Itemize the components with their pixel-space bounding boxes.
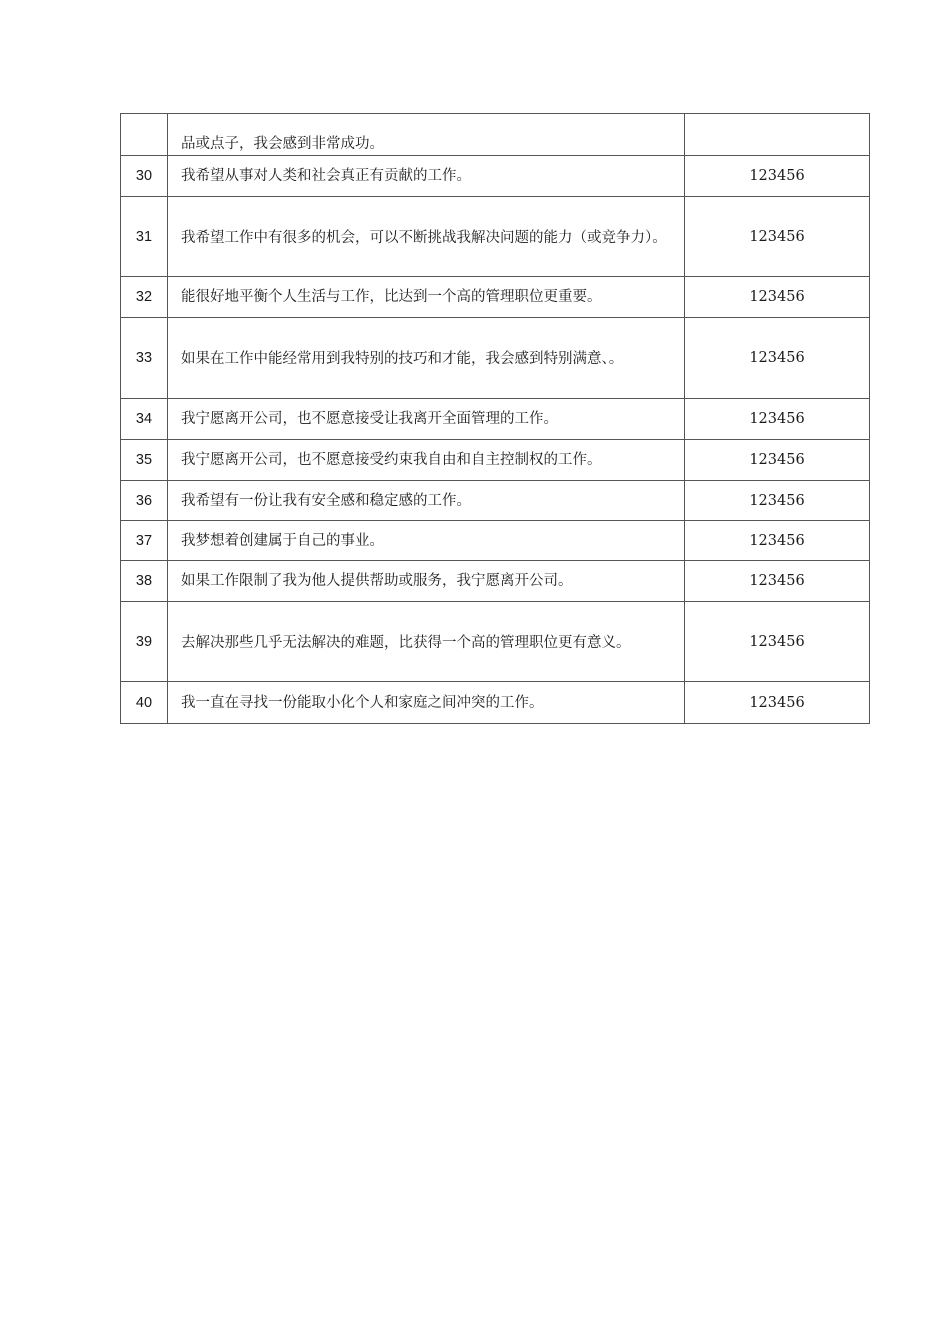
table-row bbox=[121, 521, 870, 561]
score-options: 123456 bbox=[685, 277, 870, 318]
table-row-continued bbox=[121, 114, 870, 156]
table-row bbox=[121, 682, 870, 724]
survey-table bbox=[120, 113, 870, 724]
statement-text: 我宁愿离开公司，也不愿意接受让我离开全面管理的工作。 bbox=[168, 399, 685, 440]
statement-cell bbox=[168, 114, 685, 156]
statement-cell bbox=[168, 197, 685, 277]
score-options: 123456 bbox=[685, 318, 870, 399]
statement-text: 我梦想着创建属于自己的事业。 bbox=[168, 521, 685, 561]
table-row bbox=[121, 440, 870, 481]
row-number: 40 bbox=[121, 682, 168, 724]
statement-cell bbox=[168, 277, 685, 318]
row-number: 30 bbox=[121, 156, 168, 197]
row-number-cell bbox=[121, 114, 168, 156]
score-options: 123456 bbox=[685, 197, 870, 277]
score-options: 123456 bbox=[685, 399, 870, 440]
score-options: 123456 bbox=[685, 561, 870, 602]
row-number: 38 bbox=[121, 561, 168, 602]
statement-text: 品或点子，我会感到非常成功。 bbox=[181, 136, 384, 152]
statement-text: 能很好地平衡个人生活与工作，比达到一个高的管理职位更重要。 bbox=[181, 288, 602, 305]
statement-text: 如果工作限制了我为他人提供帮助或服务，我宁愿离开公司。 bbox=[168, 561, 685, 602]
table-row bbox=[121, 602, 870, 682]
statement-cell bbox=[168, 318, 685, 399]
table-row bbox=[121, 156, 870, 197]
statement-text: 我希望从事对人类和社会真正有贡献的工作。 bbox=[168, 156, 685, 197]
statement-text: 如果在工作中能经常用到我特别的技巧和才能，我会感到特别满意、。 bbox=[181, 351, 624, 367]
table-row bbox=[121, 277, 870, 318]
statement-text: 我宁愿离开公司，也不愿意接受约束我自由和自主控制权的工作。 bbox=[181, 451, 602, 468]
row-number: 33 bbox=[121, 318, 168, 399]
row-number: 37 bbox=[121, 521, 168, 561]
row-number: 34 bbox=[121, 399, 168, 440]
table-row bbox=[121, 318, 870, 399]
score-options: 123456 bbox=[685, 521, 870, 561]
score-options: 123456 bbox=[685, 602, 870, 682]
row-number: 31 bbox=[121, 197, 168, 277]
table-row bbox=[121, 197, 870, 277]
score-options: 123456 bbox=[685, 156, 870, 197]
row-number: 32 bbox=[121, 277, 168, 318]
statement-cell bbox=[168, 602, 685, 682]
row-number: 39 bbox=[121, 602, 168, 682]
score-options: 123456 bbox=[685, 481, 870, 521]
row-number: 36 bbox=[121, 481, 168, 521]
statement-text: 我一直在寻找一份能取小化个人和家庭之间冲突的工作。 bbox=[168, 682, 685, 724]
statement-text: 我希望有一份让我有安全感和稳定感的工作。 bbox=[168, 481, 685, 521]
score-options: 123456 bbox=[685, 682, 870, 724]
table-row bbox=[121, 399, 870, 440]
row-number: 35 bbox=[121, 440, 168, 481]
table-row bbox=[121, 561, 870, 602]
table-row bbox=[121, 481, 870, 521]
statement-text: 去解决那些几乎无法解决的难题，比获得一个高的管理职位更有意义。 bbox=[181, 634, 631, 651]
statement-text: 我希望工作中有很多的机会，可以不断挑战我解决问题的能力（或竞争力）。 bbox=[181, 229, 667, 246]
score-options: 123456 bbox=[685, 440, 870, 481]
score-cell bbox=[685, 114, 870, 156]
statement-cell bbox=[168, 440, 685, 481]
